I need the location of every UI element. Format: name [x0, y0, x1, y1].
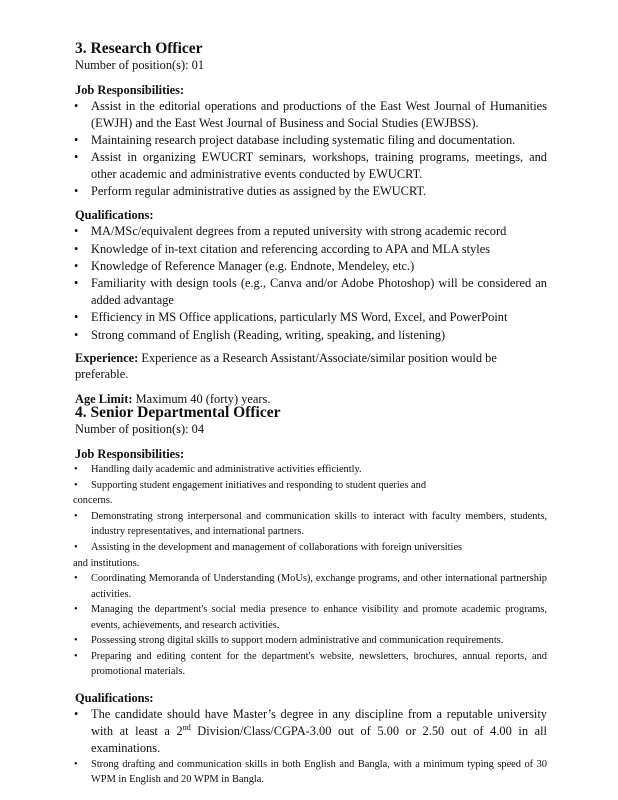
list-item: • Preparing and editing content for the department's website, newsletters, brochures, annual reports, and promotional materials. [75, 649, 547, 679]
responsibilities-list-part [75, 509, 547, 555]
list-item: • Managing the department's social media presence to enhance visibility and promote academic programs, events, achievements, and research activities. [75, 602, 547, 632]
list-item: • Coordinating Memoranda of Understanding (MoUs), exchange programs, and other international partnership activities. [75, 571, 547, 601]
section-title: 3. Research Officer [75, 40, 203, 57]
section-title: 4. Senior Departmental Officer [75, 404, 281, 421]
list-item: • Supporting student engagement initiatives and responding to student queries and [75, 478, 547, 493]
list-item [75, 706, 547, 756]
ordinal-suffix: nd [182, 723, 191, 733]
list-item: • Knowledge of in-text citation and referencing according to APA and MLA styles [75, 241, 547, 258]
qualification-text: Division/Class/CGPA-3.00 out of 5.00 or 2.50 out of 4.00 in all examinations. [91, 724, 548, 755]
list-item: • Demonstrating strong interpersonal and communication skills to interact with faculty members, students, industry representatives, and international partners. [75, 509, 547, 539]
positions-count: Number of position(s): 01 [75, 58, 205, 72]
experience-label: Experience: [75, 351, 139, 366]
list-item: • Familiarity with design tools (e.g., Canva and/or Adobe Photoshop) will be considered an added advantage [75, 275, 547, 309]
section-senior-departmental-officer [75, 404, 547, 788]
responsibilities-heading: Job Responsibilities: [75, 447, 185, 461]
section-research-officer [75, 40, 547, 407]
positions-count: Number of position(s): 04 [75, 422, 205, 436]
experience-paragraph [75, 350, 547, 382]
list-item: • Maintaining research project database including systematic filing and documentation. [75, 132, 547, 149]
responsibilities-list [75, 462, 547, 493]
qualifications-heading: Qualifications: [75, 208, 154, 223]
list-item: • Assisting in the development and management of collaborations with foreign universities [75, 540, 547, 555]
list-item: • Assist in organizing EWUCRT seminars, workshops, training programs, meetings, and other academic and administrative events conducted by EWUCRT. [75, 149, 547, 183]
qualifications-heading: Qualifications: [75, 691, 154, 706]
responsibilities-list [75, 98, 547, 200]
experience-text: Experience as a Research Assistant/Associate/similar position would be preferable. [75, 351, 497, 382]
responsibilities-list-part [75, 571, 547, 679]
qualifications-list [75, 706, 547, 756]
list-item-continuation: and institutions. [73, 557, 140, 569]
list-item: • Strong drafting and communication skills in both English and Bangla, with a minimum typing speed of 30 WPM in English and 20 WPM in Bangla. [75, 757, 547, 787]
list-item: • Knowledge of Reference Manager (e.g. Endnote, Mendeley, etc.) [75, 258, 547, 275]
list-item: • Strong command of English (Reading, writing, speaking, and listening) [75, 327, 547, 344]
age-limit-label: Age Limit: [75, 392, 133, 407]
list-item: • Possessing strong digital skills to support modern administrative and communication requirements. [75, 633, 547, 648]
age-limit-text: Maximum 40 (forty) years. [132, 392, 271, 407]
responsibilities-heading: Job Responsibilities: [75, 83, 185, 97]
qualification-text: The candidate should have Master’s degree in any discipline from a reputable university with at least a 2 [91, 707, 547, 739]
list-item: • MA/MSc/equivalent degrees from a reputed university with strong academic record [75, 223, 547, 240]
qualifications-list-part [75, 757, 547, 787]
list-item: • Handling daily academic and administrative activities efficiently. [75, 462, 547, 477]
qualifications-list [75, 223, 547, 343]
list-item: • Efficiency in MS Office applications, particularly MS Word, Excel, and PowerPoint [75, 309, 547, 326]
list-item: • Assist in the editorial operations and productions of the East West Journal of Humanities (EWJH) and the East West Journal of Business and Social Studies (EWJBSS). [75, 98, 547, 132]
list-item: • Perform regular administrative duties as assigned by the EWUCRT. [75, 183, 547, 200]
list-item-continuation: concerns. [73, 495, 113, 507]
